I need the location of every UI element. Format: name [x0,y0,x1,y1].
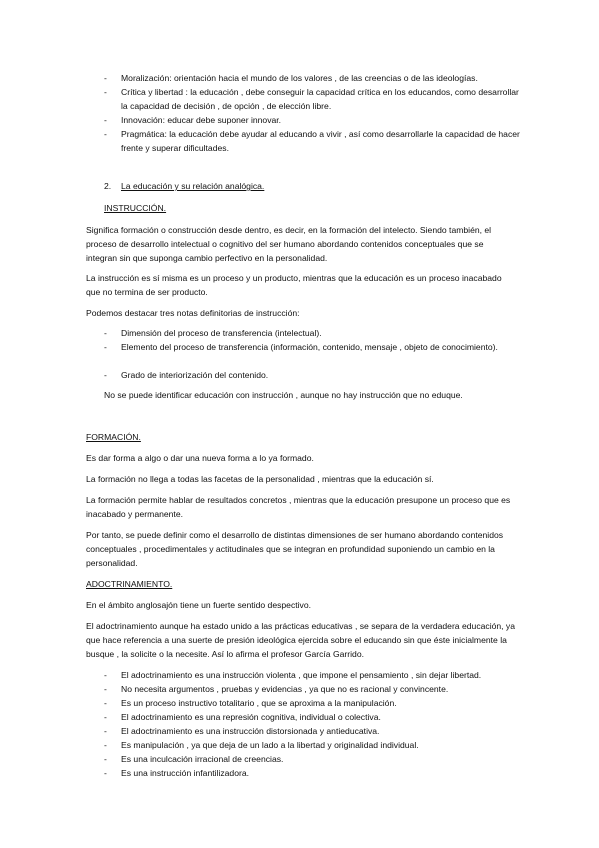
paragraph: Por tanto, se puede definir como el desarrollo de distintas dimensiones de ser humano abordando contenidos conceptuales , procedimentales y actitudinales que se integran en profundidad suponiendo un cambio en la personalidad. [86,530,504,568]
paragraph: Es dar forma a algo o dar una nueva forma a lo ya formado. [86,453,314,463]
bullet-marker: - [104,670,107,680]
bullet-marker: - [104,73,107,83]
paragraph: La formación permite hablar de resultados concretos , mientras que la educación presupone un proceso que es inacabado y permanente. [86,495,511,519]
paragraph: Podemos destacar tres notas definitorias de instrucción: [86,308,300,318]
bullet-marker: - [104,726,107,736]
bullet-marker: - [104,698,107,708]
section-number: 2. [104,181,112,191]
list-item: Pragmática: la educación debe ayudar al educando a vivir , así como desarrollarle la capacidad de hacer frente y superar dificultades. [121,129,520,153]
list-item: Dimensión del proceso de transferencia (intelectual). [121,328,322,338]
paragraph: En el ámbito anglosajón tiene un fuerte sentido despectivo. [86,600,312,610]
list-item: Grado de interiorización del contenido. [121,370,269,380]
bullet-marker: - [104,115,107,125]
paragraph: Significa formación o construcción desde dentro, es decir, en la formación del intelecto. Siendo también, el proceso de desarrollo intelectual o cognitivo del ser humano abordando contenidos conceptuales que se integran sin que suponga cambio perfectivo en la personalidad. [86,225,492,263]
bullet-marker: - [104,768,107,778]
list-item: Crítica y libertad : la educación , debe conseguir la capacidad crítica en los educandos, como desarrollar la capacidad de decisión , de opción , de elección libre. [121,87,519,111]
paragraph: La formación no llega a todas las facetas de la personalidad , mientras que la educación sí. [86,474,434,484]
bullet-marker: - [104,754,107,764]
bullet-marker: - [104,684,107,694]
paragraph: La instrucción es sí misma es un proceso y un producto, mientras que la educación es un proceso inacabado que no termina de ser producto. [86,273,502,297]
heading-formacion: FORMACIÓN. [86,432,141,442]
list-item: El adoctrinamiento es una instrucción distorsionada y antieducativa. [121,726,380,736]
list-item: El adoctrinamiento es una represión cognitiva, individual o colectiva. [121,712,381,722]
bullet-marker: - [104,328,107,338]
bullet-marker: - [104,342,107,352]
list-item: Es un proceso instructivo totalitario , que se aproxima a la manipulación. [121,698,397,708]
list-item: Es manipulación , ya que deja de un lado a la libertad y originalidad individual. [121,740,419,750]
section-title: La educación y su relación analógica. [121,181,265,191]
paragraph: El adoctrinamiento aunque ha estado unido a las prácticas educativas , se separa de la verdadera educación, ya que hace referencia a una suerte de presión ideológica ejercida sobre el educando sin que éste inicialmente la busque , la solicite o la necesite. Así lo afirma el profesor García Garrido. [86,621,516,659]
bullet-marker: - [104,129,107,139]
bullet-marker: - [104,87,107,97]
list-item: Es una instrucción infantilizadora. [121,768,250,778]
bullet-marker: - [104,370,107,380]
list-item: Moralización: orientación hacia el mundo de los valores , de las creencias o de las ideologías. [121,73,478,83]
heading-adoctrinamiento: ADOCTRINAMIENTO. [86,579,173,589]
heading-instruccion: INSTRUCCIÓN. [104,203,167,213]
list-item: Innovación: educar debe suponer innovar. [121,115,282,125]
bullet-marker: - [104,740,107,750]
list-item: No necesita argumentos , pruebas y evidencias , ya que no es racional y convincente. [121,684,449,694]
bullet-marker: - [104,712,107,722]
list-item: Es una inculcación irracional de creencias. [121,754,284,764]
paragraph: No se puede identificar educación con instrucción , aunque no hay instrucción que no eduque. [104,390,463,400]
list-item: Elemento del proceso de transferencia (información, contenido, mensaje , objeto de conocimiento). [121,342,498,352]
list-item: El adoctrinamiento es una instrucción violenta , que impone el pensamiento , sin dejar libertad. [121,670,482,680]
